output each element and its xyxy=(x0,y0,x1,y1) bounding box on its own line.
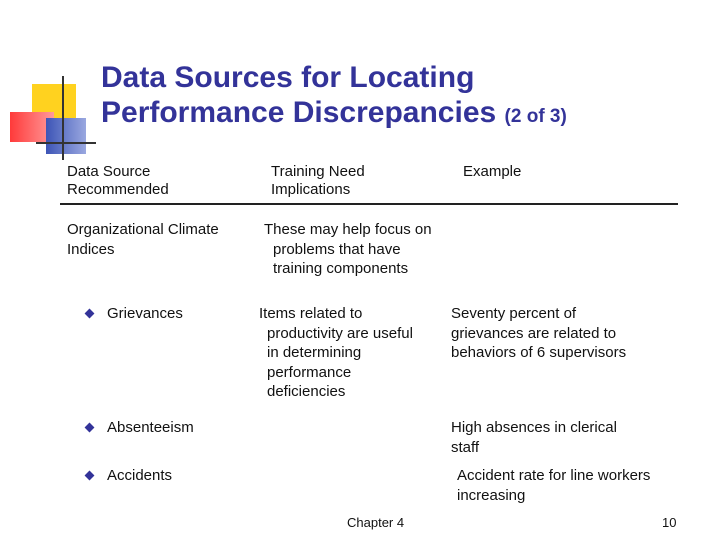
header-training-need xyxy=(271,163,365,199)
row-grievances-example-line3: behaviors of 6 supervisors xyxy=(451,344,627,361)
slide-title xyxy=(101,60,567,134)
row-absenteeism-example xyxy=(451,418,617,457)
row-accidents-example-line2: increasing xyxy=(457,486,526,504)
footer-chapter: Chapter 4 xyxy=(347,515,405,530)
row-grievances-implication-line5: deficiencies xyxy=(267,383,346,400)
row-accidents-example-line1: Accident rate for line workers xyxy=(457,467,651,484)
header-data-source-line2: Recommended xyxy=(67,181,169,198)
row-grievances-implication-line3: in determining xyxy=(267,344,362,361)
row-climate-implication-line3: training components xyxy=(273,260,409,277)
row-grievances-example xyxy=(451,304,626,363)
title-line-1: Data Sources for Locating xyxy=(101,61,475,94)
title-suffix: (2 of 3) xyxy=(504,106,567,127)
row-grievances-implication-line2: productivity are useful xyxy=(267,324,413,342)
header-example: Example xyxy=(463,163,522,180)
row-climate-implication-line2: problems that have xyxy=(273,240,401,258)
bullet-diamond-icon xyxy=(85,309,95,319)
row-accidents-source: Accidents xyxy=(107,467,173,484)
row-grievances-example-line1: Seventy percent of xyxy=(451,305,577,322)
row-absenteeism-example-line2: staff xyxy=(451,438,480,456)
row-absenteeism-example-line1: High absences in clerical xyxy=(451,419,617,436)
row-grievances-implication-line4: performance xyxy=(267,363,352,381)
decor-horizontal-line xyxy=(36,142,96,144)
row-climate-implication-line1: These may help focus on xyxy=(264,221,432,238)
decor-blue-square xyxy=(46,118,86,154)
header-training-need-line2: Implications xyxy=(271,181,351,198)
bullet-diamond-icon xyxy=(85,423,95,433)
bullet-diamond-icon xyxy=(85,471,95,481)
title-line-2 xyxy=(101,95,567,134)
row-grievances-implication xyxy=(259,304,413,402)
decor-vertical-line xyxy=(62,76,64,160)
row-grievances-implication-line1: Items related to xyxy=(259,305,363,322)
footer-page-number: 10 xyxy=(662,515,677,530)
row-climate-source xyxy=(67,220,219,259)
header-training-need-line1: Training Need xyxy=(271,163,365,180)
row-climate-implication xyxy=(264,220,432,279)
header-data-source-line1: Data Source xyxy=(67,163,151,180)
row-climate-source-line2: Indices xyxy=(67,240,115,258)
row-accidents-example xyxy=(457,466,650,505)
row-grievances-source: Grievances xyxy=(107,305,183,322)
row-climate-source-line1: Organizational Climate xyxy=(67,221,219,238)
title-line-2-text: Performance Discrepancies xyxy=(101,96,497,129)
row-absenteeism-source: Absenteeism xyxy=(107,419,194,436)
header-divider xyxy=(60,203,678,205)
row-grievances-example-line2: grievances are related to xyxy=(451,324,617,342)
header-data-source xyxy=(67,163,169,199)
